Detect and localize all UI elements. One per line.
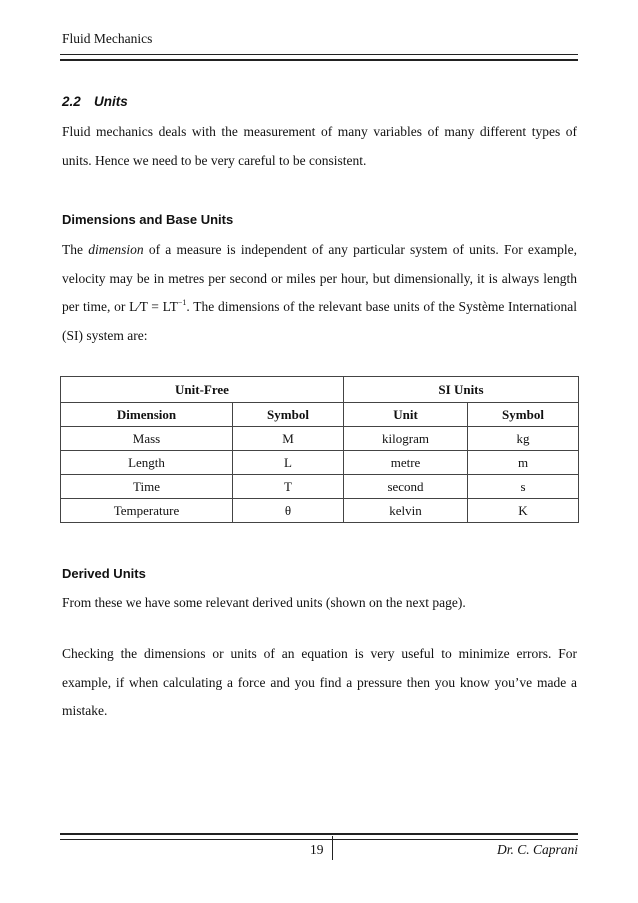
table-row bbox=[61, 475, 579, 499]
dimensions-heading: Dimensions and Base Units bbox=[62, 212, 234, 227]
dimensions-paragraph bbox=[62, 236, 577, 350]
group-header-unit-free: Unit-Free bbox=[61, 377, 344, 403]
table-cell: metre bbox=[344, 451, 468, 475]
section-heading bbox=[62, 94, 128, 109]
header-rule bbox=[60, 54, 578, 61]
table-cell: M bbox=[233, 427, 344, 451]
derived-units-paragraph: From these we have some relevant derived units (shown on the next page). bbox=[62, 595, 466, 610]
table-cell: Temperature bbox=[61, 499, 233, 523]
column-header-unit: Unit bbox=[344, 403, 468, 427]
table-row bbox=[61, 427, 579, 451]
table-cell: K bbox=[468, 499, 579, 523]
table-column-header-row bbox=[61, 403, 579, 427]
table-cell: kg bbox=[468, 427, 579, 451]
table-cell: kilogram bbox=[344, 427, 468, 451]
footer-divider bbox=[332, 836, 333, 860]
checking-paragraph: Checking the dimensions or units of an equation is very useful to minimize errors. For example, if when calculating a force and you find a pressure then you know you’ve made a mistake. bbox=[62, 646, 577, 718]
table-cell: second bbox=[344, 475, 468, 499]
section-title: Units bbox=[94, 94, 128, 109]
table-row bbox=[61, 499, 579, 523]
formula-lhs: L⁄T = LT bbox=[129, 299, 178, 314]
column-header-dimension: Dimension bbox=[61, 403, 233, 427]
running-head: Fluid Mechanics bbox=[62, 31, 153, 46]
intro-paragraph: Fluid mechanics deals with the measurement of many variables of many different types of units. Hence we need to be very careful to be consistent. bbox=[62, 124, 577, 168]
table-cell: Length bbox=[61, 451, 233, 475]
column-header-symbol: Symbol bbox=[233, 403, 344, 427]
table-row bbox=[61, 451, 579, 475]
dimensions-text-start: The bbox=[62, 242, 89, 257]
dimensions-text-mid: of a measure is independent of any particular system of units. For example, velocity may be in metres per second or miles per hour, but dimensionally, it is always length per time, or bbox=[62, 242, 577, 314]
column-header-si-symbol: Symbol bbox=[468, 403, 579, 427]
table-cell: Time bbox=[61, 475, 233, 499]
dimensions-text-end: . The dimensions of the relevant base units of the Système International (SI) system are: bbox=[62, 299, 578, 343]
footer-author: Dr. C. Caprani bbox=[496, 842, 578, 857]
table-cell: s bbox=[468, 475, 579, 499]
group-header-si-units: SI Units bbox=[344, 377, 579, 403]
velocity-formula bbox=[129, 299, 186, 314]
formula-exponent: −1 bbox=[177, 298, 187, 307]
section-number: 2.2 bbox=[62, 94, 81, 109]
table-cell: m bbox=[468, 451, 579, 475]
table-cell: θ bbox=[233, 499, 344, 523]
table-cell: kelvin bbox=[344, 499, 468, 523]
page-number: 19 bbox=[310, 842, 324, 857]
table-cell: Mass bbox=[61, 427, 233, 451]
table-cell: T bbox=[233, 475, 344, 499]
dimension-term: dimension bbox=[88, 242, 144, 257]
derived-units-heading: Derived Units bbox=[62, 566, 146, 581]
footer-rule bbox=[60, 833, 578, 840]
table-group-header-row bbox=[61, 377, 579, 403]
table-cell: L bbox=[233, 451, 344, 475]
base-units-table bbox=[60, 376, 579, 523]
